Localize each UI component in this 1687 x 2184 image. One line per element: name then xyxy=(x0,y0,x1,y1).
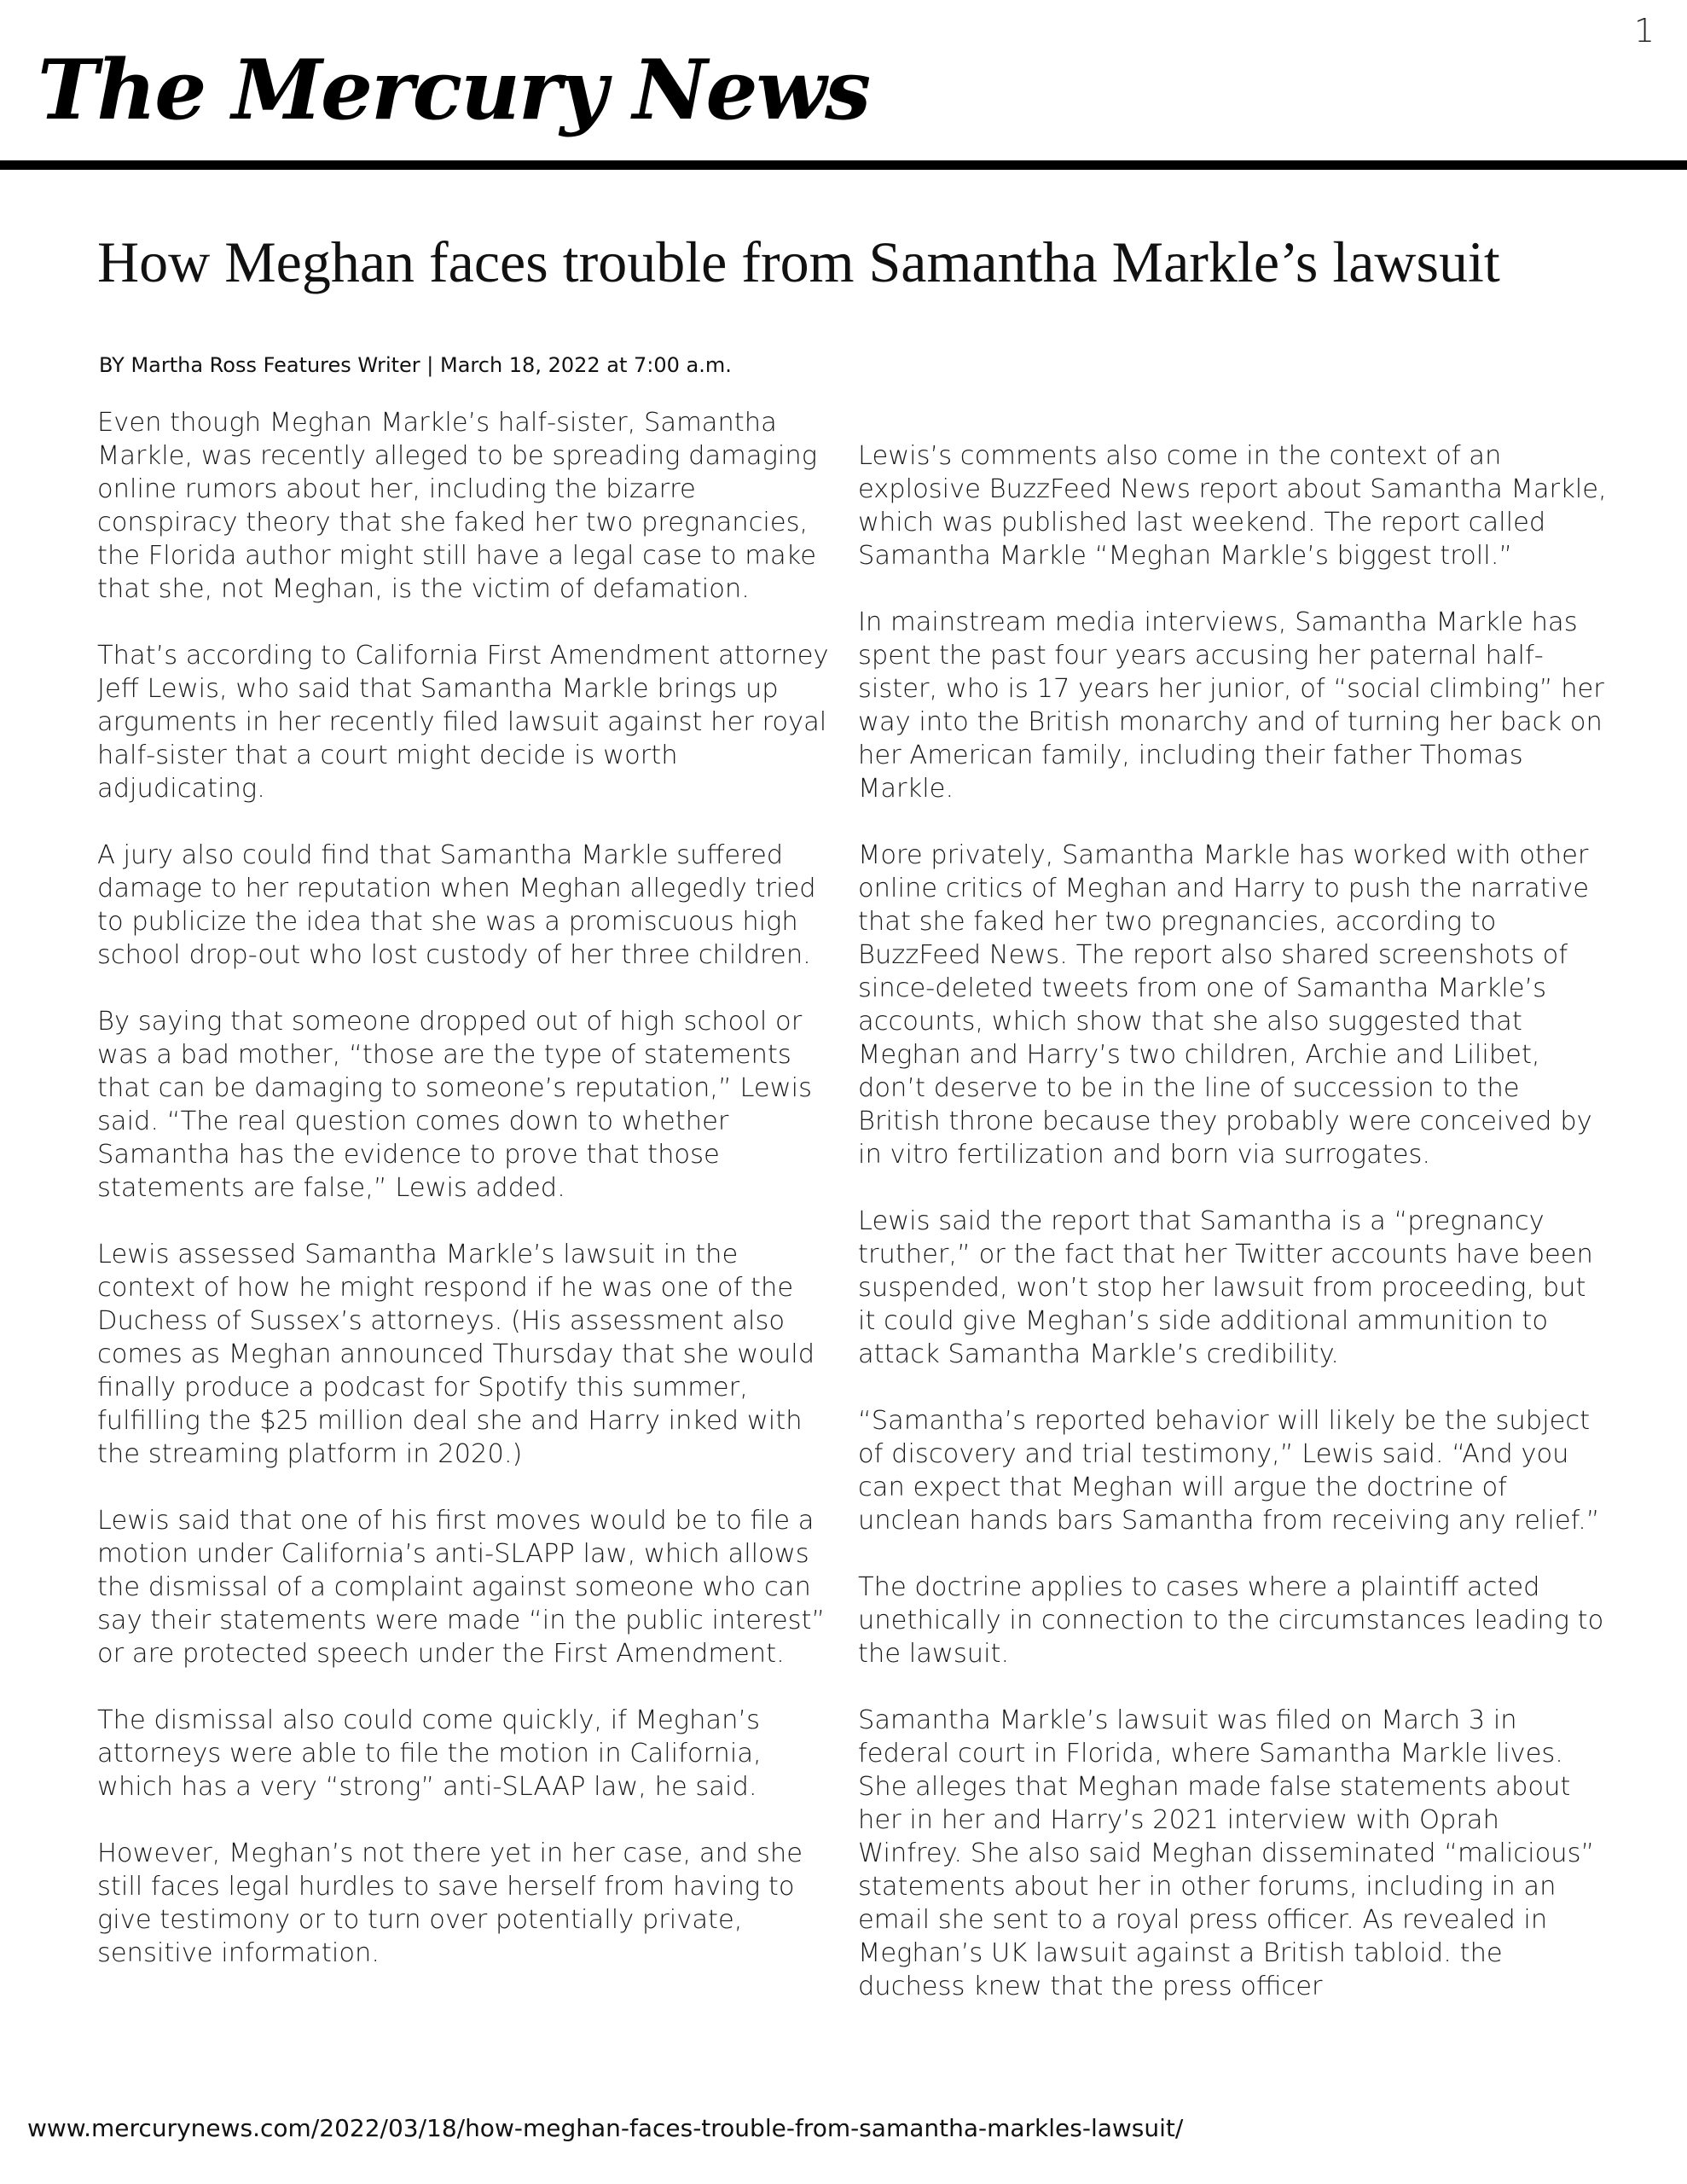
article-paragraph: More privately, Samantha Markle has worked with other online critics of Meghan and Harry to push the narrative that she faked her two pregnancies, according to BuzzFeed News. The report also shared screenshots of since-deleted tweets from one of Samantha Markle’s accounts, which show that she also suggested that Meghan and Harry’s two children, Archie and Lilibet, don’t deserve to be in the line of succession to the British throne because they probably were conceived by in vitro fertilization and born via surrogates. xyxy=(858,840,1592,1170)
page-number: 1 xyxy=(1633,12,1655,49)
article-paragraph: Even though Meghan Markle’s half-sister, Samantha Markle, was recently alleged to be spreading damaging online rumors about her, including the bizarre conspiracy theory that she faked her two pregnancies, the Florida author might still have a legal case to make that she, not Meghan, is the victim of defamation. xyxy=(97,408,817,604)
masthead-logo[interactable]: The Mercury News xyxy=(38,42,870,138)
article-byline: BY Martha Ross Features Writer | March 18, 2022 at 7:00 a.m. xyxy=(99,353,732,377)
article-column-left xyxy=(97,406,839,2003)
article-paragraph: Lewis assessed Samantha Markle’s lawsuit in the context of how he might respond if he was one of the Duchess of Sussex’s attorneys. (His assessment also comes as Meghan announced Thursday that she would finally produce a podcast for Spotify this summer, fulfilling the $25 million deal she and Harry inked with the streaming platform in 2020.) xyxy=(97,1240,815,1469)
article-paragraph: The doctrine applies to cases where a plaintiff acted unethically in connection to the circumstances leading to the lawsuit. xyxy=(858,1572,1604,1669)
article-paragraph: That’s according to California First Amendment attorney Jeff Lewis, who said that Samantha Markle brings up arguments in her recently filed lawsuit against her royal half-sister that a court might decide is worth adjudicating. xyxy=(97,641,829,804)
article-paragraph: Lewis said the report that Samantha is a “pregnancy truther,” or the fact that her Twitter accounts have been suspended, won’t stop her lawsuit from proceeding, but it could give Meghan’s side additional ammunition to attack Samantha Markle’s credibility. xyxy=(858,1206,1593,1369)
article-paragraph: Samantha Markle’s lawsuit was filed on March 3 in federal court in Florida, where Samantha Markle lives. She alleges that Meghan made false statements about her in her and Harry’s 2021 interview with Oprah Winfrey. She also said Meghan disseminated “malicious” statements about her in other forums, including in an email she sent to a royal press officer. As revealed in Meghan’s UK lawsuit against a British tabloid. the duchess knew that the press officer xyxy=(858,1705,1595,2001)
article-paragraph: The dismissal also could come quickly, if Meghan’s attorneys were able to file the motion in California, which has a very “strong” anti-SLAAP law, he said. xyxy=(97,1705,762,1802)
article-paragraph: A jury also could find that Samantha Markle suffered damage to her reputation when Meghan allegedly tried to publicize the idea that she was a promiscuous high school drop-out who lost custody of her three children. xyxy=(97,840,816,970)
article-column-right xyxy=(858,439,1609,2036)
article-paragraph: By saying that someone dropped out of high school or was a bad mother, “those are the type of statements that can be damaging to someone’s reputation,” Lewis said. “The real question comes down to whether Samantha has the evidence to prove that those statements are false,” Lewis added. xyxy=(97,1007,812,1203)
article-headline: How Meghan faces trouble from Samantha Markle’s lawsuit xyxy=(97,229,1500,294)
article-paragraph: “Samantha’s reported behavior will likely be the subject of discovery and trial testimony,” Lewis said. “And you can expect that Meghan will argue the doctrine of unclean hands bars Samantha from receiving any relief.” xyxy=(858,1406,1600,1536)
masthead-divider xyxy=(0,160,1687,170)
article-paragraph: In mainstream media interviews, Samantha Markle has spent the past four years accusing her paternal half-sister, who is 17 years her junior, of “social climbing” her way into the British monarchy and of turning her back on her American family, including their father Thomas Markle. xyxy=(858,607,1604,804)
article-paragraph: Lewis said that one of his first moves would be to file a motion under California’s anti-SLAPP law, which allows the dismissal of a complaint against someone who can say their statements were made “in the public interest” or are protected speech under the First Amendment. xyxy=(97,1506,826,1669)
article-paragraph: However, Meghan’s not there yet in her case, and she still faces legal hurdles to save herself from having to give testimony or to turn over potentially private, sensitive information. xyxy=(97,1838,803,1968)
article-paragraph: Lewis’s comments also come in the context of an explosive BuzzFeed News report about Samantha Markle, which was published last weekend. The report called Samantha Markle “Meghan Markle’s biggest troll.” xyxy=(858,441,1607,571)
source-url[interactable]: www.mercurynews.com/2022/03/18/how-meghan-faces-trouble-from-samantha-markles-lawsuit/ xyxy=(27,2114,1184,2142)
